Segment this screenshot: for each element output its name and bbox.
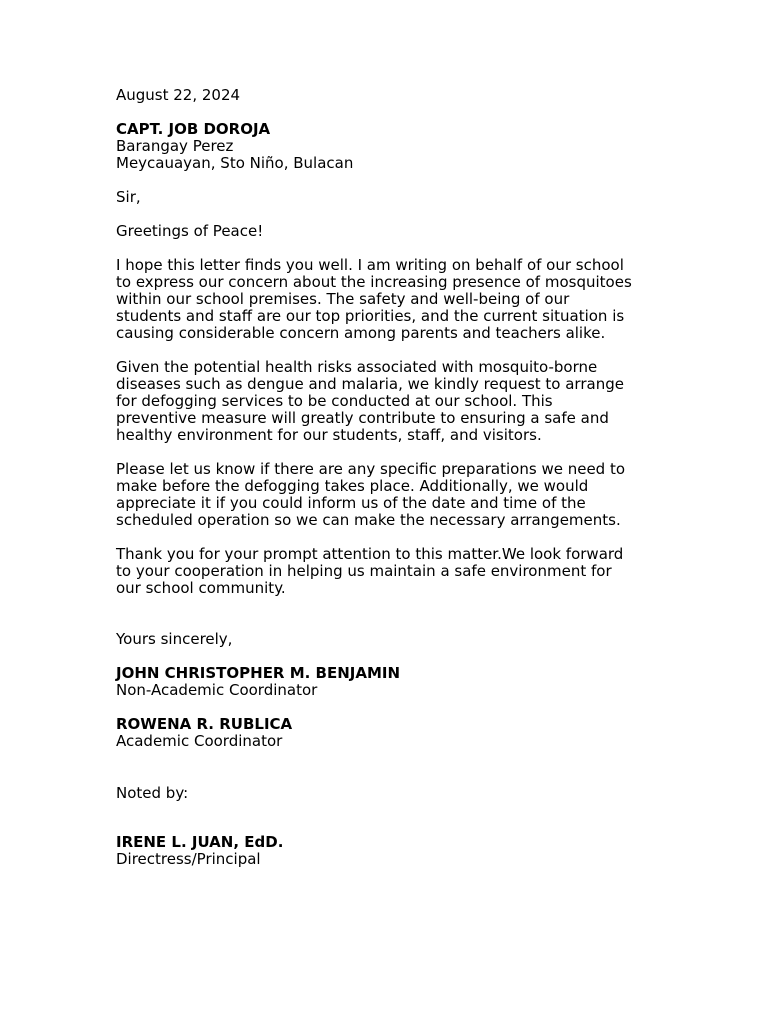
signatory-name: JOHN CHRISTOPHER M. BENJAMIN — [116, 664, 401, 682]
paragraph-line: Thank you for your prompt attention to this matter.We look forward — [116, 545, 624, 563]
signatory-name: ROWENA R. RUBLICA — [116, 715, 293, 733]
signatory-2 — [116, 716, 656, 750]
letter-date — [116, 87, 656, 104]
salutation-text: Sir, — [116, 188, 141, 206]
greeting-text: Greetings of Peace! — [116, 222, 264, 240]
closing — [116, 631, 656, 648]
recipient-barangay: Barangay Perez — [116, 137, 234, 155]
paragraph-line: healthy environment for our students, staff, and visitors. — [116, 426, 542, 444]
paragraph-line: diseases such as dengue and malaria, we kindly request to arrange — [116, 375, 624, 393]
body-paragraph-2 — [116, 359, 656, 444]
paragraph-line: to your cooperation in helping us maintain a safe environment for — [116, 562, 612, 580]
paragraph-line: to express our concern about the increasing presence of mosquitoes — [116, 273, 632, 291]
paragraph-line: for defogging services to be conducted at our school. This — [116, 392, 553, 410]
recipient-name: CAPT. JOB DOROJA — [116, 120, 271, 138]
paragraph-line: appreciate it if you could inform us of the date and time of the — [116, 494, 586, 512]
paragraph-line: Given the potential health risks associated with mosquito-borne — [116, 358, 598, 376]
paragraph-line: preventive measure will greatly contribute to ensuring a safe and — [116, 409, 609, 427]
recipient-address: Meycauayan, Sto Niño, Bulacan — [116, 154, 354, 172]
noted-by-label — [116, 785, 656, 802]
paragraph-line: our school community. — [116, 579, 286, 597]
date-text: August 22, 2024 — [116, 86, 241, 104]
signatory-1 — [116, 665, 656, 699]
paragraph-line: I hope this letter finds you well. I am writing on behalf of our school — [116, 256, 624, 274]
paragraph-line: students and staff are our top priorities, and the current situation is — [116, 307, 625, 325]
noted-by-signatory — [116, 834, 656, 868]
paragraph-line: causing considerable concern among parents and teachers alike. — [116, 324, 606, 342]
body-paragraph-4 — [116, 546, 656, 597]
signatory-title: Non-Academic Coordinator — [116, 681, 318, 699]
noted-by-text: Noted by: — [116, 784, 189, 802]
signatory-title: Academic Coordinator — [116, 732, 283, 750]
paragraph-line: Please let us know if there are any specific preparations we need to — [116, 460, 626, 478]
signatory-title: Directress/Principal — [116, 850, 261, 868]
paragraph-line: scheduled operation so we can make the necessary arrangements. — [116, 511, 621, 529]
paragraph-line: make before the defogging takes place. Additionally, we would — [116, 477, 589, 495]
body-paragraph-3 — [116, 461, 656, 529]
salutation — [116, 189, 656, 206]
signatory-name: IRENE L. JUAN, EdD. — [116, 833, 284, 851]
recipient-block — [116, 121, 656, 172]
paragraph-line: within our school premises. The safety and well-being of our — [116, 290, 570, 308]
greeting — [116, 223, 656, 240]
body-paragraph-1 — [116, 257, 656, 342]
closing-text: Yours sincerely, — [116, 630, 233, 648]
